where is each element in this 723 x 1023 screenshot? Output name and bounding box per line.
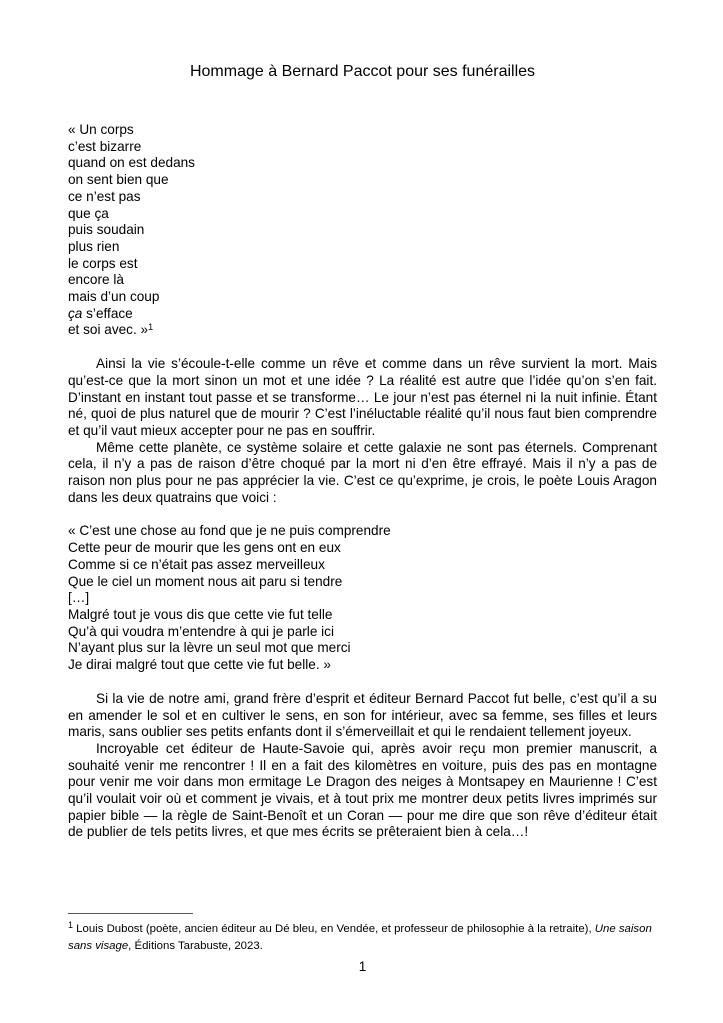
document-title: Hommage à Bernard Paccot pour ses funérailles	[189, 63, 536, 80]
poem-closing-text: et soi avec. »	[68, 322, 149, 338]
poem-line: Comme si ce n’était pas assez merveilleux	[68, 556, 325, 572]
poem-italic-word: ça	[68, 305, 83, 321]
poem-line	[68, 306, 657, 323]
footnote-body: Louis Dubost (poète, ancien éditeur au Dé bleu, en Vendée, et professeur de philosophie à la retraite),	[73, 923, 595, 936]
poem-block-aragon-quatrains	[68, 523, 657, 673]
footnote-marker: 1	[68, 920, 74, 931]
page-number: 1	[358, 959, 367, 974]
poem-line: N’ayant plus sur la lèvre un seul mot que merci	[68, 640, 351, 656]
footnote-reference: 1	[148, 322, 154, 333]
poem-line: ce n’est pas	[68, 188, 141, 204]
poem-line: Que le ciel un moment nous ait paru si tendre	[68, 573, 343, 589]
poem-line: puis soudain	[68, 222, 145, 238]
poem-line: « C’est une chose au fond que je ne puis comprendre	[68, 523, 391, 539]
poem-line: le corps est	[68, 255, 138, 271]
footnote	[68, 921, 657, 954]
poem-line: […]	[68, 590, 90, 606]
footnote-work-title: Une saison sans visage	[68, 923, 652, 952]
poem-line: plus rien	[68, 238, 120, 254]
body-paragraph: Incroyable cet éditeur de Haute-Savoie qui, après avoir reçu mon premier manuscrit, a souhaité venir me rencontrer ! Il en a fait des kilomètres en voiture, puis des pas en montagne pour venir me voir dans mon ermitage Le Dragon des neiges à Montsapey en Maurienne ! C’est qu’il voulait voir où et comment je vivais, et à tout prix me montrer deux petits livres imprimés sur papier bible — la règle de Saint-Benoît et un Coran — pour me dire que son rêve d’éditeur était de publier de tels petits livres, et que mes écrits se prêteraient bien à cela…!	[68, 740, 657, 840]
body-paragraph: Même cette planète, ce système solaire et cette galaxie ne sont pas éternels. Comprenant cela, il n’y a pas de raison d’être choqué par la mort ni d’en être effrayé. Mais il n’y a pas de raison non plus pour ne pas apprécier la vie. C’est ce qu’exprime, je crois, le poète Louis Aragon dans les deux quatrains que voici :	[68, 439, 657, 505]
poem-line-rest: s’efface	[82, 305, 133, 321]
poem-block-un-corps	[68, 122, 657, 339]
body-paragraph: Ainsi la vie s’écoule-t-elle comme un rêve et comme dans un rêve survient la mort. Mais qu’est-ce que la mort sinon un mot et une idée ? La réalité est autre que l’idée qu’on s’en fait. D’instant en instant tout passe et se transforme… Le jour n’est pas éternel ni la nuit infinie. Étant né, quoi de plus naturel que de mourir ? C’est l’inéluctable réalité qu’il nous faut bien comprendre et qu’il vaut mieux accepter pour ne pas en souffrir.	[68, 356, 657, 438]
poem-line: Je dirai malgré tout que cette vie fut belle. »	[68, 657, 331, 673]
poem-line: c’est bizarre	[68, 138, 142, 154]
poem-line: Malgré tout je vous dis que cette vie fut telle	[68, 606, 333, 622]
poem-line: Qu’à qui voudra m’entendre à qui je parle ici	[68, 623, 334, 639]
poem-line	[68, 322, 657, 339]
poem-line: quand on est dedans	[68, 155, 195, 171]
poem-line: mais d’un coup	[68, 289, 160, 305]
poem-line: que ça	[68, 205, 109, 221]
footnote-area	[68, 913, 657, 975]
poem-line: encore là	[68, 272, 124, 288]
footnote-separator-line	[68, 913, 193, 914]
poem-line: Cette peur de mourir que les gens ont en eux	[68, 540, 341, 556]
body-paragraph: Si la vie de notre ami, grand frère d’esprit et éditeur Bernard Paccot fut belle, c’est qu’il a su en amender le sol et en cultiver le sens, en son for intérieur, avec sa femme, ses filles et leurs maris, sans oublier ses petits enfants dont il s’émerveillait et qui le rendaient tellement joyeux.	[68, 690, 657, 740]
poem-line: « Un corps	[68, 122, 134, 137]
poem-line: on sent bien que	[68, 172, 169, 188]
footnote-tail: , Éditions Tarabuste, 2023.	[128, 939, 263, 952]
